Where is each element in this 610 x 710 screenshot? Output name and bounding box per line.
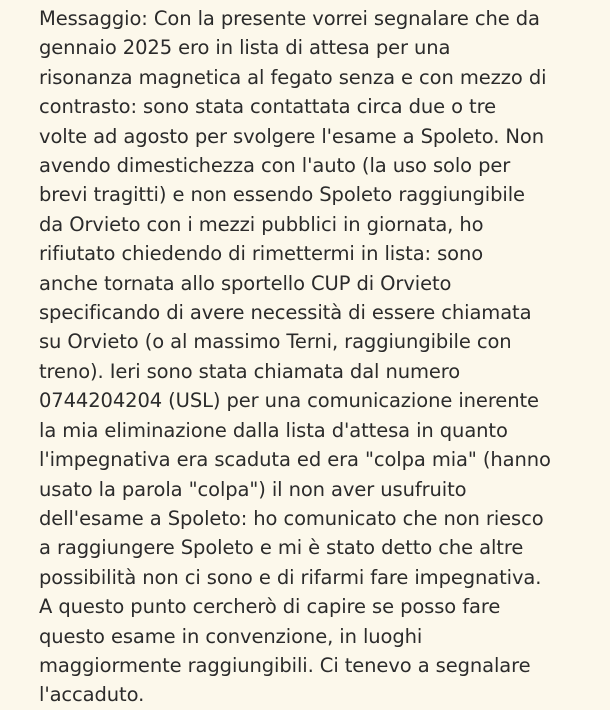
message-line: questo esame in convenzione, in luoghi (39, 624, 423, 648)
message-line: usato la parola "colpa") il non aver usufruito (39, 477, 467, 501)
message-line: a raggiungere Spoleto e mi è stato detto che altre (39, 536, 524, 560)
message-line: la mia eliminazione dalla lista d'attesa in quanto (39, 418, 508, 442)
message-line: rifiutato chiedendo di rimettermi in lista: sono (39, 242, 484, 266)
message-line: A questo punto cercherò di capire se posso fare (39, 595, 501, 619)
message-line: l'accaduto. (39, 683, 145, 707)
message-line: Messaggio: Con la presente vorrei segnalare che da (39, 7, 540, 30)
message-line: avendo dimestichezza con l'auto (la uso solo per (39, 154, 511, 178)
message-line: dell'esame a Spoleto: ho comunicato che non riesco (39, 506, 544, 530)
message-line: anche tornata allo sportello CUP di Orvieto (39, 271, 452, 295)
message-line: possibilità non ci sono e di rifarmi fare impegnativa. (39, 565, 542, 589)
message-line: treno). Ieri sono stata chiamata dal numero (39, 359, 461, 383)
message-line: 0744204204 (USL) per una comunicazione inerente (39, 389, 539, 413)
message-line: gennaio 2025 ero in lista di attesa per una (39, 36, 451, 60)
message-line: su Orvieto (o al massimo Terni, raggiungibile con (39, 330, 512, 354)
message-line: maggiormente raggiungibili. Ci tenevo a segnalare (39, 653, 531, 677)
message-line: specificando di avere necessità di essere chiamata (39, 301, 532, 325)
message-line: da Orvieto con i mezzi pubblici in giornata, ho (39, 212, 484, 236)
message-line: risonanza magnetica al fegato senza e con mezzo di (39, 65, 547, 89)
message-line: volte ad agosto per svolgere l'esame a Spoleto. Non (39, 124, 544, 148)
message-line: contrasto: sono stata contattata circa due o tre (39, 95, 496, 119)
message-line: brevi tragitti) e non essendo Spoleto raggiungibile (39, 183, 525, 207)
message-line: l'impegnativa era scaduta ed era "colpa mia" (hanno (39, 448, 551, 472)
message-body (39, 4, 601, 710)
